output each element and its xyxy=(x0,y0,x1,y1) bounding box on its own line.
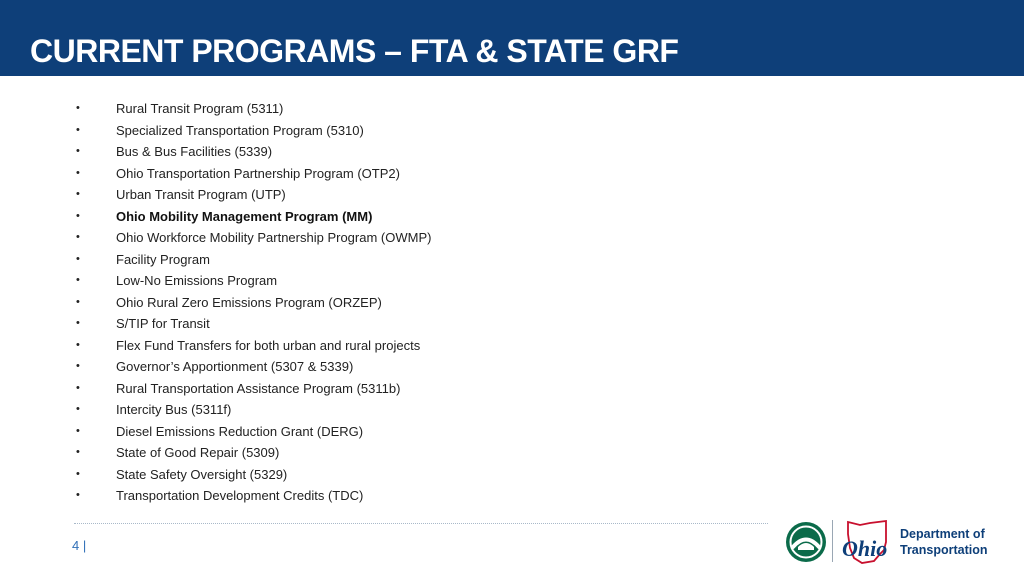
footer-divider xyxy=(74,523,768,524)
program-label: Facility Program xyxy=(116,251,210,267)
bullet-icon: • xyxy=(76,317,80,329)
bullet-icon: • xyxy=(76,102,80,114)
program-label: Bus & Bus Facilities (5339) xyxy=(116,144,273,159)
bullet-icon: • xyxy=(76,381,80,394)
program-label: Low-No Emissions Program xyxy=(116,273,278,288)
bullet-icon: • xyxy=(76,295,80,308)
bullet-icon: • xyxy=(76,188,80,200)
program-label: Ohio Workforce Mobility Partnership Program (OWMP) xyxy=(116,230,432,245)
program-label: Rural Transit Program (5311) xyxy=(116,101,284,116)
bullet-icon: • xyxy=(76,166,80,179)
program-label: Governor’s Apportionment (5307 & 5339) xyxy=(116,359,354,374)
department-line-2: Transportation xyxy=(900,543,988,557)
program-label: Intercity Bus (5311f) xyxy=(116,402,232,417)
program-label: State Safety Oversight (5329) xyxy=(116,466,288,482)
odot-roundel-icon xyxy=(784,520,828,564)
ohio-state-outline-icon xyxy=(840,520,896,564)
program-label: Ohio Mobility Management Program (MM) xyxy=(116,208,373,224)
program-label: State of Good Repair (5309) xyxy=(116,445,280,460)
logo-divider xyxy=(832,520,833,562)
ohio-wordmark: Ohio xyxy=(842,536,888,561)
bullet-icon: • xyxy=(76,403,80,415)
bullet-icon: • xyxy=(76,467,80,480)
bullet-icon: • xyxy=(76,489,80,501)
program-label: Ohio Rural Zero Emissions Program (ORZEP) xyxy=(116,294,382,310)
bullet-icon: • xyxy=(76,338,80,351)
bullet-icon: • xyxy=(76,424,80,437)
program-label: Ohio Transportation Partnership Program (OTP2) xyxy=(116,165,400,181)
bullet-icon: • xyxy=(76,446,80,458)
slide-title: CURRENT PROGRAMS – FTA & STATE GRF xyxy=(30,33,679,69)
program-label: Transportation Development Credits (TDC) xyxy=(116,488,364,503)
page-number: 4 | xyxy=(72,538,87,553)
department-line-1: Department of xyxy=(900,527,985,541)
program-label: Diesel Emissions Reduction Grant (DERG) xyxy=(116,423,364,439)
bullet-icon: • xyxy=(76,123,80,136)
program-label: Rural Transportation Assistance Program (5311b) xyxy=(116,380,401,396)
program-label: Urban Transit Program (UTP) xyxy=(116,187,286,202)
bullet-icon: • xyxy=(76,231,80,243)
title-bar xyxy=(0,0,1024,76)
odot-logo-group xyxy=(782,518,1002,566)
bullet-icon: • xyxy=(76,209,80,222)
bullet-icon: • xyxy=(76,360,80,372)
bullet-icon: • xyxy=(76,252,80,265)
bullet-icon: • xyxy=(76,274,80,286)
department-name xyxy=(900,526,988,558)
bullet-icon: • xyxy=(76,145,80,157)
program-label: S/TIP for Transit xyxy=(116,316,210,331)
program-label: Flex Fund Transfers for both urban and rural projects xyxy=(116,337,421,353)
program-label: Specialized Transportation Program (5310) xyxy=(116,122,364,138)
